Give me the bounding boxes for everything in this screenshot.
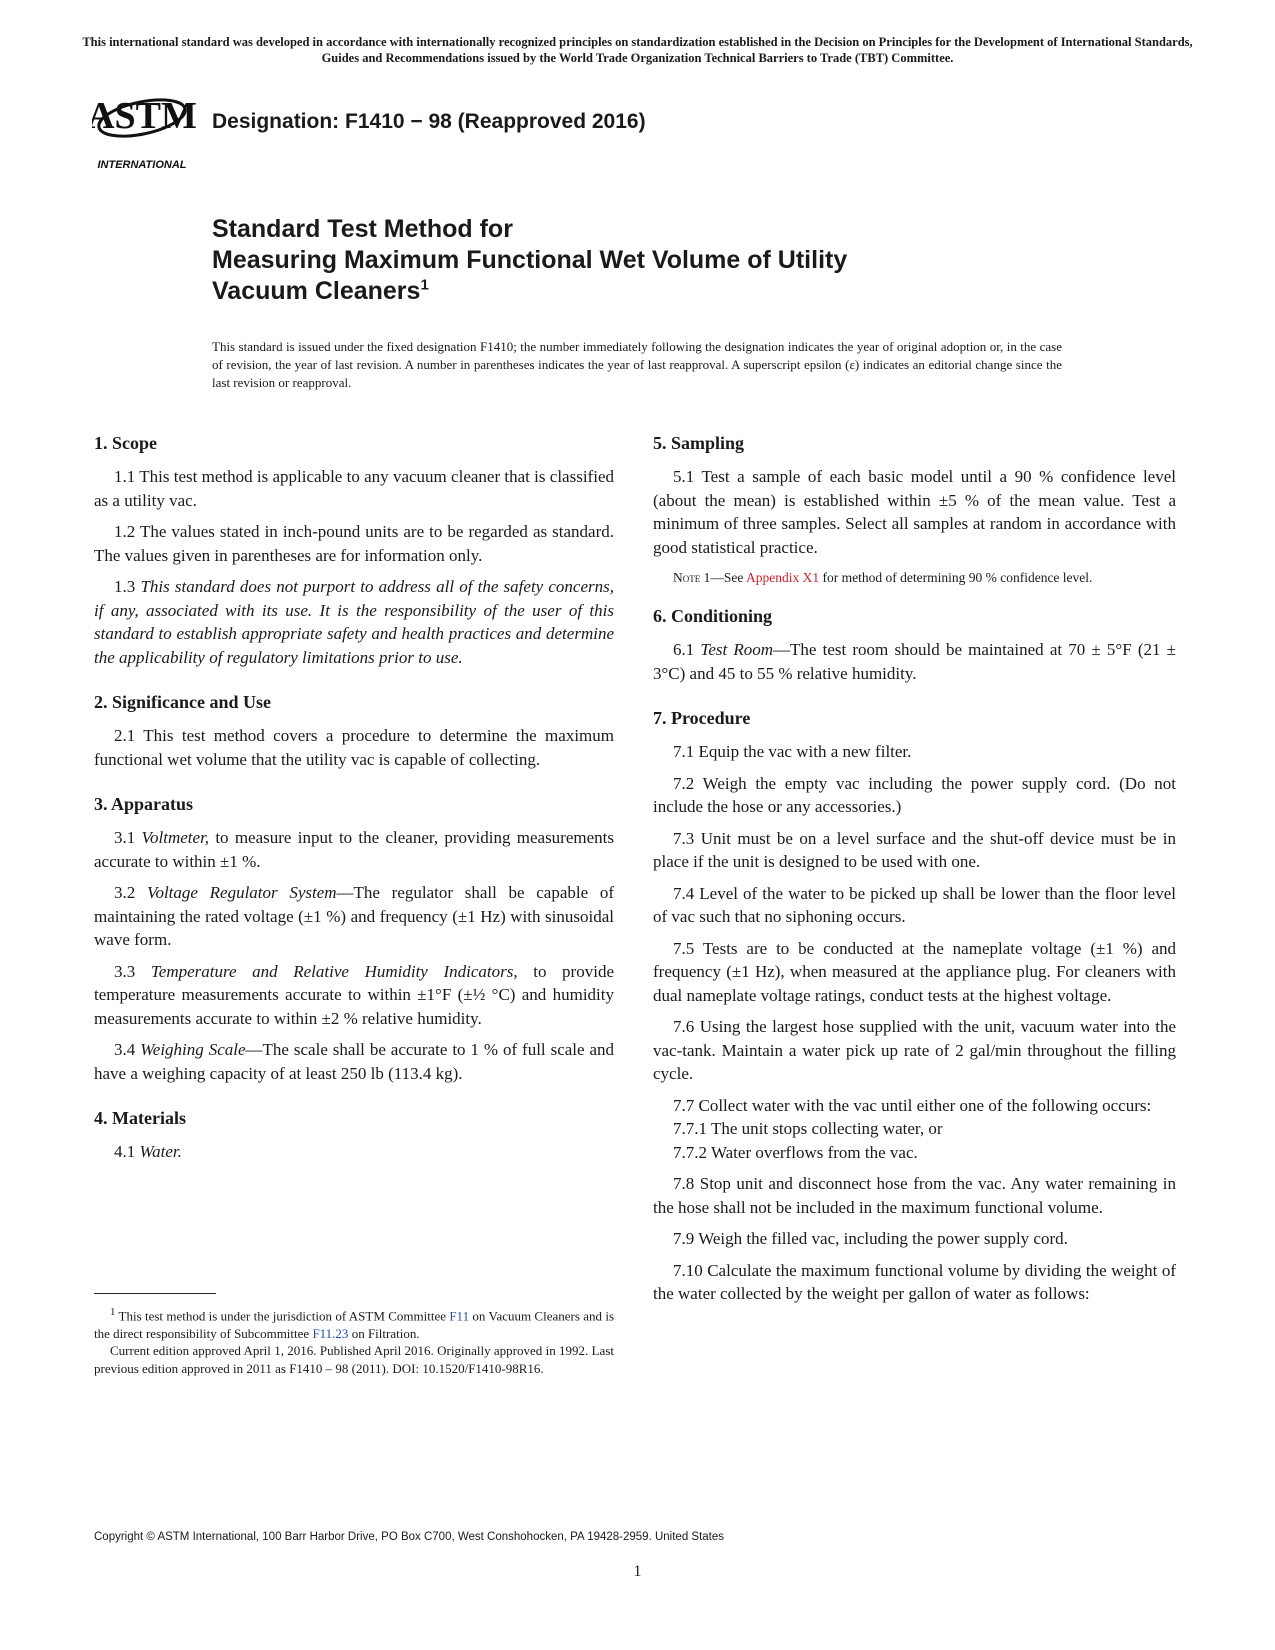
paragraph: 7.6 Using the largest hose supplied with the unit, vacuum water into the vac-tank. Maintain a water pick up rate of 2 gal/min throughout the filling cycle. — [653, 1017, 1176, 1083]
paragraph: 7.1 Equip the vac with a new filter. — [673, 742, 912, 761]
right-column — [653, 432, 1176, 1328]
section-heading: 5. Sampling — [653, 433, 745, 453]
paragraph: 6.1 Test Room—The test room should be maintained at 70 ± 5°F (21 ± 3°C) and 45 to 55 % relative humidity. — [653, 640, 1176, 683]
logo-mark: ASTM — [92, 95, 197, 137]
astm-logo — [92, 80, 202, 172]
paragraph: 7.2 Weigh the empty vac including the power supply cord. (Do not include the hose or any accessories.) — [653, 773, 1176, 816]
paragraph: 7.4 Level of the water to be picked up shall be lower than the floor level of vac such that no siphoning occurs. — [653, 883, 1176, 926]
subcommittee-link[interactable]: F11.23 — [312, 1325, 349, 1341]
title-line-1: Standard Test Method for — [212, 215, 513, 243]
footnote-rule — [94, 1293, 216, 1294]
issued-statement: This standard is issued under the fixed designation F1410; the number immediately following the designation indicates the year of original adoption or, in the case of revision, the year of last revision. A number in parentheses indicates the year of last reapproval. A superscript epsilon (ε) indicates an editorial change since the last revision or reapproval. — [212, 339, 1062, 390]
section-apparatus — [94, 793, 614, 1085]
paragraph: 3.4 Weighing Scale—The scale shall be accurate to 1 % of full scale and have a weighing capacity of at least 250 lb (113.4 kg). — [94, 1040, 615, 1083]
paragraph: 7.5 Tests are to be conducted at the nameplate voltage (±1 %) and frequency (±1 Hz), when measured at the appliance plug. For cleaners with dual nameplate voltage ratings, conduct tests at the highest voltage. — [653, 938, 1176, 1005]
section-significance — [94, 691, 614, 771]
footnote-paragraph: Current edition approved April 1, 2016. Published April 2016. Originally approved in 1992. Last previous edition approved in 2011 as F1410 – 98 (2011). DOI: 10.1520/F1410-98R16. — [94, 1343, 614, 1376]
paragraph: 7.3 Unit must be on a level surface and the shut-off device must be in place if the unit is designed to be used with one. — [653, 828, 1176, 871]
title-footnote-mark: 1 — [420, 276, 429, 294]
logo-text: INTERNATIONAL — [97, 159, 187, 171]
paragraph: 7.7.2 Water overflows from the vac. — [673, 1142, 918, 1162]
paragraph: 1.2 The values stated in inch-pound units are to be regarded as standard. The values given in parentheses are for information only. — [94, 522, 614, 565]
paragraph: 7.7 Collect water with the vac until either one of the following occurs: — [673, 1095, 1152, 1115]
title-line-3: Vacuum Cleaners — [212, 277, 421, 305]
section-procedure — [653, 707, 1176, 1306]
page-number: 1 — [633, 1563, 642, 1580]
footnote-paragraph: $^1$ This test method is under the jurisdiction of ASTM Committee F11 on Vacuum Cleaners and is the direct responsibility of Subcommittee F11.23 on Filtration. — [94, 1306, 614, 1341]
section-heading: 2. Significance and Use — [94, 692, 272, 712]
paragraph: 3.2 Voltage Regulator System—The regulator shall be capable of maintaining the rated voltage (±1 %) and frequency (±1 Hz) with sinusoidal wave form. — [94, 883, 614, 949]
paragraph: 3.1 Voltmeter, to measure input to the cleaner, providing measurements accurate to within ±1 %. — [94, 828, 614, 871]
paragraph: 4.1 Water. — [114, 1142, 182, 1161]
committee-link[interactable]: F11 — [449, 1308, 470, 1324]
section-sampling — [653, 432, 1176, 587]
paragraph: 3.3 Temperature and Relative Humidity Indicators, to provide temperature measurements accurate to within ±1°F (±½ °C) and humidity measurements accurate to within ±2 % relative humidity. — [94, 961, 614, 1028]
section-heading: 7. Procedure — [653, 708, 751, 728]
left-column — [94, 432, 614, 1186]
paragraph: 1.1 This test method is applicable to any vacuum cleaner that is classified as a utility vac. — [94, 467, 614, 510]
section-heading: 6. Conditioning — [653, 606, 773, 626]
section-scope — [94, 432, 614, 669]
section-heading: 4. Materials — [94, 1108, 186, 1128]
copyright: Copyright © ASTM International, 100 Barr Harbor Drive, PO Box C700, West Conshohocken, PA 19428-2959. United States — [94, 1531, 725, 1543]
appendix-link[interactable]: Appendix X1 — [746, 570, 820, 585]
note: Note 1—See Appendix X1 for method of determining 90 % confidence level. — [673, 570, 1093, 585]
paragraph: 7.7.1 The unit stops collecting water, or — [673, 1119, 943, 1138]
paragraph: 7.10 Calculate the maximum functional volume by dividing the weight of the water collected by the weight per gallon of water as follows: — [653, 1260, 1176, 1303]
section-heading: 1. Scope — [94, 433, 157, 453]
section-materials — [94, 1107, 614, 1164]
footnote — [94, 1304, 614, 1377]
paragraph: 2.1 This test method covers a procedure to determine the maximum functional wet volume that the utility vac is capable of collecting. — [94, 726, 614, 769]
paragraph: 7.9 Weigh the filled vac, including the power supply cord. — [673, 1229, 1068, 1248]
section-heading: 3. Apparatus — [94, 794, 194, 814]
paragraph: 5.1 Test a sample of each basic model until a 90 % confidence level (about the mean) is established within ±5 % of the mean value. Test a minimum of three samples. Select all samples at random in accordance with good statistical practice. — [653, 467, 1176, 557]
paragraph: 1.3 This standard does not purport to address all of the safety concerns, if any, associated with its use. It is the responsibility of the user of this standard to establish appropriate safety and health practices and determine the applicability of regulatory limitations prior to use. — [94, 577, 615, 667]
section-conditioning — [653, 605, 1176, 685]
designation: Designation: F1410 − 98 (Reapproved 2016) — [212, 110, 646, 133]
title-line-2: Measuring Maximum Functional Wet Volume of Utility — [212, 246, 848, 274]
wto-note: This international standard was developed in accordance with internationally recognized principles on standardization established in the Decision on Principles for the Development of International Standards, Guides and Recommendations issued by the World Trade Organization Technical Barriers to Trade (TBT) Committee. — [82, 35, 1193, 65]
page-title — [212, 214, 847, 307]
paragraph: 7.8 Stop unit and disconnect hose from the vac. Any water remaining in the hose shall not be included in the maximum functional volume. — [653, 1174, 1176, 1217]
